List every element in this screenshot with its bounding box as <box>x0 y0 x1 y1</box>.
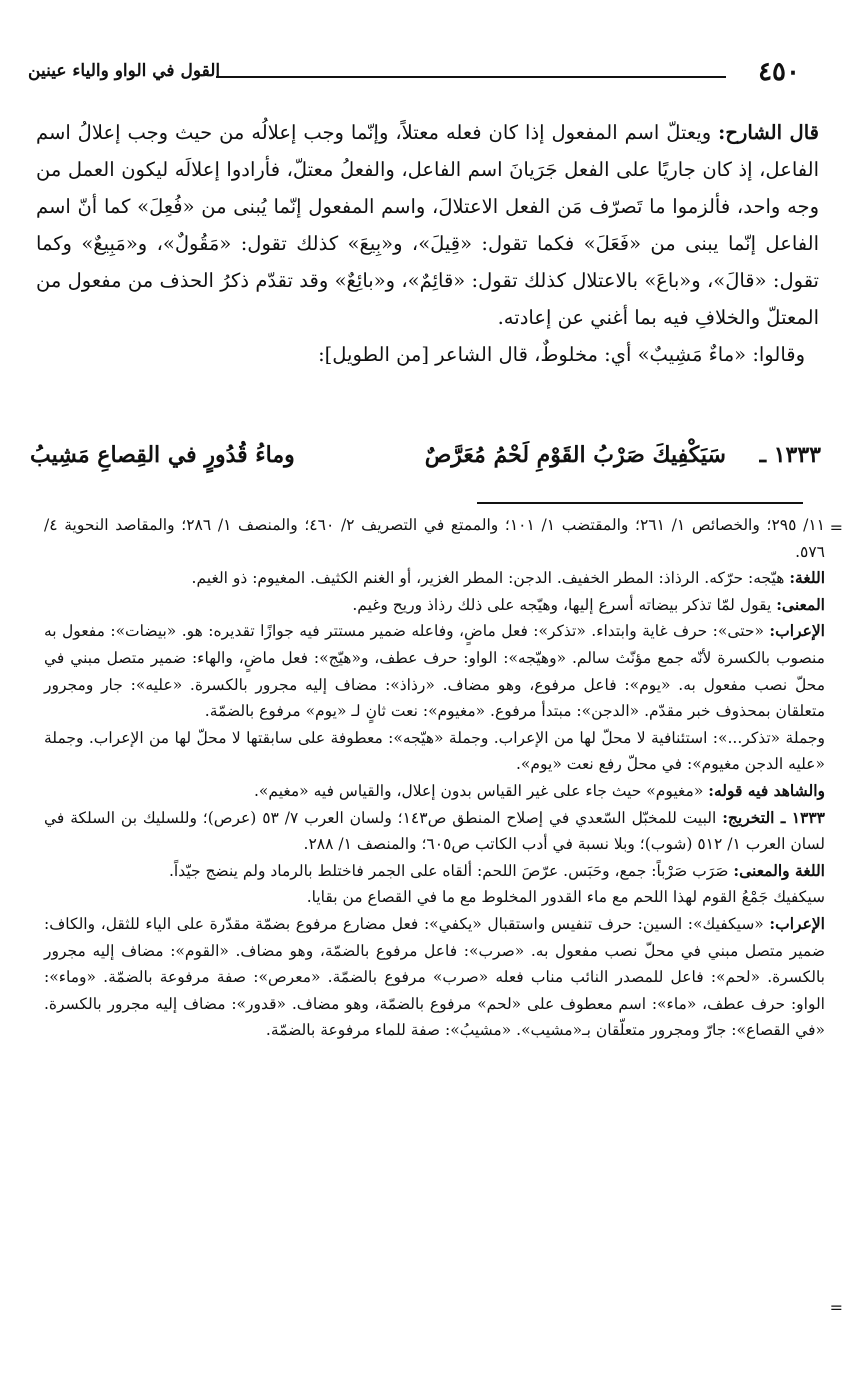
footnote-evidence <box>44 778 825 805</box>
footnote-text: البيت للمخبّل السّعدي في إصلاح المنطق ص١٤٣؛ ولسان العرب ٧/ ٥٣ (عرص)؛ وللسليك بن السلكة في لسان العرب ١/ ٥١٢ (شوب)؛ وبلا نسبة في أدب الكاتب ص٦٠٥؛ والمنصف ١/ ٢٨٨. <box>44 808 825 854</box>
footnote-sentences: وجملة «تذكر...»: استئنافية لا محلّ لها من الإعراب. وجملة «هيّجه»: معطوفة على سابقتها لا محلّ لها من الإعراب. وجملة «عليه الدجن مغيوم»: في محلّ رفع نعت «يوم». <box>44 728 825 774</box>
footnote-label: اللغة: <box>789 568 825 588</box>
verse-line <box>30 438 821 482</box>
quote-intro: وقالوا: «ماءٌ مَشِيبٌ» أي: مخلوطٌ، قال الشاعر [من الطويل]: <box>318 343 805 366</box>
footnote-lexicon-meaning <box>44 858 825 885</box>
verse-second-hemistich: وماءُ قُدُورٍ في القِصاعِ مَشِيبُ <box>30 442 295 468</box>
footnote-lexicon <box>44 565 825 592</box>
footnote-meaning <box>44 592 825 619</box>
footnote-label: المعنى: <box>776 594 825 614</box>
footnote-label: ١٣٣٣ ـ التخريج: <box>722 807 826 827</box>
running-title: القول في الواو والياء عينين <box>28 61 221 81</box>
footnote-text: «سيكفيك»: السين: حرف تنفيس واستقبال «يكفي»: فعل مضارع مرفوع بضمّة مقدّرة على الياء للثقل، والكاف: ضمير متصل مبني في محلّ نصب مفعول به. «صرب»: فاعل مرفوع بالضمّة، وهو مضاف. «القوم»: مضاف إليه مجرور بالكسرة. «لحم»: فاعل للمصدر النائب مناب فعله «صرب» مرفوع بالضمّة. «معرص»: صفة مرفوعة بالضمّة. «وماء»: الواو: حرف عطف، «ماء»: اسم معطوف على «لحم» مرفوع بالضمّة، وهو مضاف. «قدور»: مضاف إليه مجرور بالكسرة. «في القصاع»: جارّ ومجرور متعلّقان بـ«مشيب». «مشيبُ»: صفة للماء مرفوعة بالضمّة. <box>44 914 825 1040</box>
commentary-paragraph <box>36 114 819 336</box>
footnote-label: الإعراب: <box>769 621 825 641</box>
footnote-label: والشاهد فيه قوله: <box>708 780 825 800</box>
footnote-sources: ١١/ ٢٩٥؛ والخصائص ١/ ٢٦١؛ والمقتضب ١/ ١٠١؛ والممتع في التصريف ٢/ ٤٦٠؛ والمنصف ١/ ٢٨٦؛ والمقاصد النحوية ٤/ ٥٧٦. <box>44 516 825 561</box>
footnote-text: هيّجه: حرّكه. الرذاذ: المطر الخفيف. الدجن: المطر الغزير، أو الغنم الكثيف. المغيوم: ذو الغيم. <box>191 569 785 588</box>
footnote-paraphrase: سيكفيك جَمْعُ القوم لهذا اللحم مع ماء القدور المخلوط مع ما في القصاع من بقايا. <box>306 888 825 907</box>
commentary-body: ويعتلّ اسم المفعول إذا كان فعله معتلاً، وإنّما وجب إعلالُه من حيث وجب إعلالُ اسم الفاعل، إذ كان جاريًا على الفعل جَرَيانَ اسم الفاعل، والفعلُ معتلّ، فأرادوا إعلالَه ليكون العمل من وجه واحد، فألزموا ما تَصرّف مَن الفعل الاعتلالَ، واسم المفعول إنّما يُبنى من «فُعِلَ» كما أنّ اسم الفاعل إنّما يبنى من «فَعَلَ» فكما تقول: «قِيلَ»، و«بِيعَ» كذلك تقول: «مَقُولٌ»، و«مَبِيعٌ» وكما تقول: «قالَ»، و«باعَ» بالاعتلال كذلك تقول: «قائِمٌ»، و«بائِعٌ» وقد تقدّم ذكرُ الحذف من مفعول من المعتلّ والخلافِ فيه بما أغني عن إعادته. <box>36 121 819 329</box>
footnote-label: الإعراب: <box>769 913 825 933</box>
footnote-parsing <box>44 618 825 724</box>
commentary-lead: قال الشارح: <box>718 121 819 144</box>
verse-first-hemistich: سَيَكْفِيكَ صَرْبُ القَوْمِ لَحْمُ مُعَرَّصٌ <box>424 442 726 468</box>
main-text <box>36 114 819 373</box>
continuation-mark-end: = <box>829 1298 843 1317</box>
footnotes <box>44 512 825 1044</box>
footnote-label: اللغة والمعنى: <box>733 860 825 880</box>
footnote-separator <box>477 502 803 504</box>
footnote-text: «حتى»: حرف غاية وابتداء. «تذكر»: فعل ماضٍ، وفاعله ضمير مستتر فيه جوازًا تقديره: هو. «بيضات»: مفعول به منصوب بالكسرة لأنّه جمع مؤنّث سالم. «وهيّجه»: الواو: حرف عطف، و«هيّج»: فعل ماضٍ، والهاء: ضمير متصل مبني في محلّ نصب مفعول به. «يوم»: فاعل مرفوع، وهو مضاف. «رذاذ»: مضاف إليه مجرور بالكسرة. «عليه»: جار ومجرور متعلقان بمحذوف خبر مقدّم. «الدجن»: مبتدأ مرفوع. «مغيوم»: نعت ثانٍ لـ «يوم» مرفوع بالضمّة. <box>44 622 825 721</box>
footnote-text: «مغيوم» حيث جاء على غير القياس بدون إعلال، والقياس فيه «مغيم». <box>254 781 704 800</box>
verse-number: ١٣٣٣ ـ <box>759 442 821 468</box>
footnote-text: صَرَب صَرْباً: جمع، وحَبَس. عرّصَ اللحم: ألقاه على الجمر فاختلط بالرماد ولم ينضج جيّداً. <box>169 861 729 880</box>
page-number: ٤٥٠ <box>758 57 800 87</box>
footnote-text: يقول لمّا تذكر بيضاته أسرع إليها، وهيّجه على ذلك رذاذ وريح وغيم. <box>352 595 772 614</box>
footnote-verse-parsing <box>44 911 825 1044</box>
continuation-mark-start: = <box>829 518 843 537</box>
header-rule <box>216 76 726 78</box>
footnote-sourcing <box>44 805 825 858</box>
page-header <box>28 52 800 92</box>
